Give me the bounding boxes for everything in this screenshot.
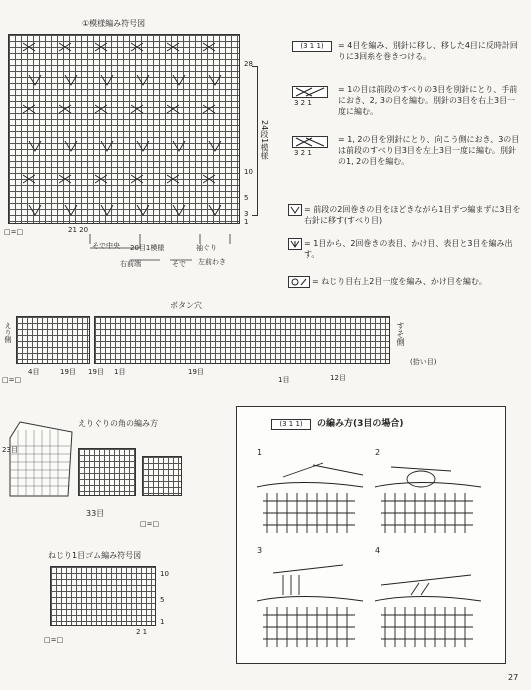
definition-text: = 前段の2回巻きの目をほどきながら1目ずつ編まずに3目を右針に移す(すべり目) (304, 205, 521, 225)
annotation-sleeve: そで (172, 260, 186, 268)
symbol-numbers: 3 2 1 (294, 99, 312, 107)
definition-text: = 1の目は前段のすべりの3目を別針にとり、手前におき、2, 3の目を編む。別針の3目を右上3目一度に編む。 (338, 85, 518, 116)
collar-title: えりぐりの角の編み方 (78, 419, 158, 428)
step4-illustration (371, 555, 487, 651)
annotation-lines (60, 232, 250, 262)
howto-panel (236, 406, 506, 664)
definition-text: = 1, 2の目を別針にとり、向こう側におき、3の目は前段のすべり目3目を左上3目一度に編む。別針の1, 2の目を編む。 (338, 135, 520, 166)
hem-side-label: すそ側 (396, 322, 405, 346)
step2-illustration (371, 457, 487, 537)
definition-text: = 4目を編み、別針に移し、移した4目に反時計回りに3回糸を巻きつける。 (338, 41, 518, 61)
count: 19目 (188, 368, 204, 376)
slip-stitch-icon (288, 204, 302, 216)
collar-left-label: 23目 (2, 446, 18, 454)
definition-text: = 1目から、2回巻きの表目、かけ目、表目と3目を編み出す。 (304, 239, 513, 259)
count: 19目 (88, 368, 104, 376)
step1-illustration (253, 457, 369, 537)
annotation-left-side: 左前わき (198, 258, 226, 266)
increase-icon (288, 238, 302, 250)
collar-grid-mid (78, 448, 136, 496)
row-number: 5 (244, 194, 249, 202)
step-number: 3 (257, 546, 263, 555)
symbol-numbers: 3 2 1 (294, 149, 312, 157)
step-number: 1 (257, 448, 263, 457)
twisted-decrease-icon (288, 276, 310, 288)
howto-title: の編み方(3目の場合) (317, 419, 404, 429)
legend: □=□ (2, 376, 22, 384)
row-number: 1 (244, 218, 249, 226)
row-number-top: 28 (244, 60, 253, 68)
row-bracket (252, 66, 258, 216)
count: 1目 (278, 376, 290, 384)
cable-symbol (292, 86, 328, 98)
legend: □=□ (44, 636, 64, 644)
annotation-center: そで中央 (92, 242, 120, 250)
side-label: 24段1模様 (260, 120, 269, 160)
howto-symbol: (3 1 1) (271, 419, 311, 430)
buttonhole-grid-right (94, 316, 390, 364)
buttonhole-title: ボタン穴 (170, 301, 202, 310)
count: 19目 (60, 368, 76, 376)
page-number: 27 (508, 673, 519, 682)
step-number: 4 (375, 546, 381, 555)
rib-title: ねじり1目ゴム編み符号図 (48, 551, 142, 560)
collar-side-label: えり側 (4, 322, 12, 343)
annotation-front: 右前端 (120, 260, 141, 268)
step3-illustration (253, 555, 369, 651)
definition-text: = ねじり目右上2目一度を編み、かけ目を編む。 (312, 277, 487, 286)
step-number: 2 (375, 448, 381, 457)
collar-grid-right (142, 456, 182, 496)
collar-corner-grid (6, 420, 76, 498)
row-number: 3 (244, 210, 249, 218)
rib-row: 5 (160, 596, 165, 604)
hem-side-sub: (拾い目) (410, 358, 437, 366)
buttonhole-grid-left (16, 316, 90, 364)
chart-title: ①模様編み符号図 (82, 19, 146, 28)
column-numbers: 21 20 (68, 226, 89, 234)
annotation-side: 袖ぐり (196, 244, 217, 252)
rib-row: 1 (160, 618, 165, 626)
legend: □=□ (4, 228, 24, 236)
rib-cols: 2 1 (136, 628, 148, 636)
rib-row: 10 (160, 570, 169, 578)
rib-grid (50, 566, 156, 626)
cable-symbol (292, 136, 328, 148)
collar-bottom-count: 33目 (86, 509, 105, 518)
count: 4目 (28, 368, 40, 376)
legend: □=□ (140, 520, 160, 528)
symbol-box: (3 1 1) (292, 41, 332, 52)
annotation-repeat: 20目1模様 (130, 244, 165, 252)
row-number: 10 (244, 168, 253, 176)
count: 12目 (330, 374, 346, 382)
count: 1目 (114, 368, 126, 376)
pattern-chart-grid (8, 34, 240, 224)
cable-symbols (9, 35, 241, 225)
